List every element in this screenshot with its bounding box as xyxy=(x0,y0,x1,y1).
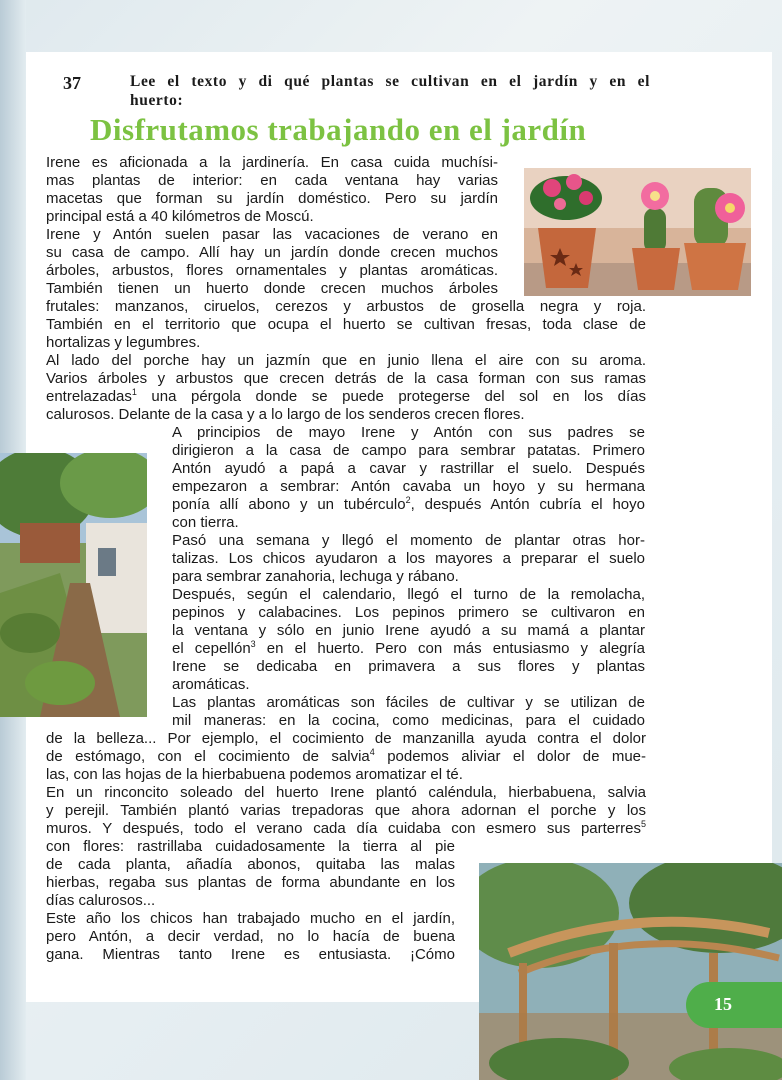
paragraph-2: frutales: manzanos, ciruelos, cerezos y arbustos de grosella negra y roja. También en el territorio que ocupa el huerto se cultivan fresas, toda clase de hortalizas y legumbres. Al lado del porche hay un jazmín que en junio llena el aire con su aroma. Varios árboles y arbustos que crecen detrás de la casa forman con sus ramas entrelazadas$^1$ una pérgola donde se puede protegerse del sol en los días calurosos. Delante de la casa y a lo largo de los senderos crecen flores. xyxy=(46,298,646,423)
paragraph-4: de la belleza... Por ejemplo, el cocimiento de manzanilla ayuda contra el dolor de estómago, con el cocimiento de salvia$^4$ podemos aliviar el dolor de mue- las, con las hojas de la hierbabuena podemos aromatizar el té. En un rinconcito soleado del huerto Irene plantó caléndula, hierbabuena, salvia y perejil. También plantó varias trepadoras que ahora adornan el porche y los muros. Y después, todo el verano cada día cuidaba con esmero sus parterres$^5$ xyxy=(46,730,646,837)
page-number: 15 xyxy=(714,994,732,1014)
pergola-photo xyxy=(479,863,782,1080)
article-title: Disfrutamos trabajando en el jardín xyxy=(90,112,587,147)
garden-house-photo xyxy=(0,453,147,717)
paragraph-5: con flores: rastrillaba cuidadosamente la tierra al pie de cada planta, añadía abonos, quitaba las malas hierbas, regaba sus plantas de forma abundante en los días calurosos... Este año los chicos han trabajado mucho en el jardín, pero Antón, a decir verdad, no lo hacía de buena gana. Mientras tanto Irene es entusiasta. ¡Cómo xyxy=(46,838,455,963)
paragraph-3: A principios de mayo Irene y Antón con sus padres se dirigieron a la casa de campo para sembrar patatas. Primero Antón ayudó a papá a cavar y rastrillar el suelo. Después empezaron a sembrar: Antón cavaba un hoyo y su hermana ponía allí abono y un tubérculo$^2$, después Antón cubría el hoyo con tierra. Pasó una semana y llegó el momento de plantar otras hor- talizas. Los chicos ayudaron a los mayores a preparar el suelo para sembrar zanahoria, lechuga y rábano. Después, según el calendario, llegó el turno de la remolacha, pepinos y calabacines. Los pepinos primero se cultivaron en la ventana y sólo en junio Irene ayudó a su mamá a plantar el cepellón$^3$ en el huerto. Pero con más entusiasmo y alegría Irene se dedicaba en primavera a sus flores y plantas aromáticas. Las plantas aromáticas son fáciles de cultivar y se utilizan de mil maneras: en la cocina, como medicinas, para el cuidado xyxy=(172,424,646,729)
paragraph-1: Irene es aficionada a la jardinería. En casa cuida muchísi- mas plantas de interior: en cada ventana hay varias macetas que forman su jardín doméstico. Pero su jardín principal está a 40 kilómetros de Moscú. Irene y Antón suelen pasar las vacaciones de verano en su casa de campo. Allí hay un jardín donde crecen muchos árboles, arbustos, flores ornamentales y plantas aromáticas. También tienen un huerto donde crecen muchos árboles xyxy=(46,154,498,297)
page-number-badge xyxy=(686,982,782,1028)
exercise-number: 37 xyxy=(63,73,81,93)
exercise-instruction: Lee el texto y di qué plantas se cultivan en el jardín y en el huerto: xyxy=(130,73,650,109)
cactus-pots-photo xyxy=(524,168,751,296)
